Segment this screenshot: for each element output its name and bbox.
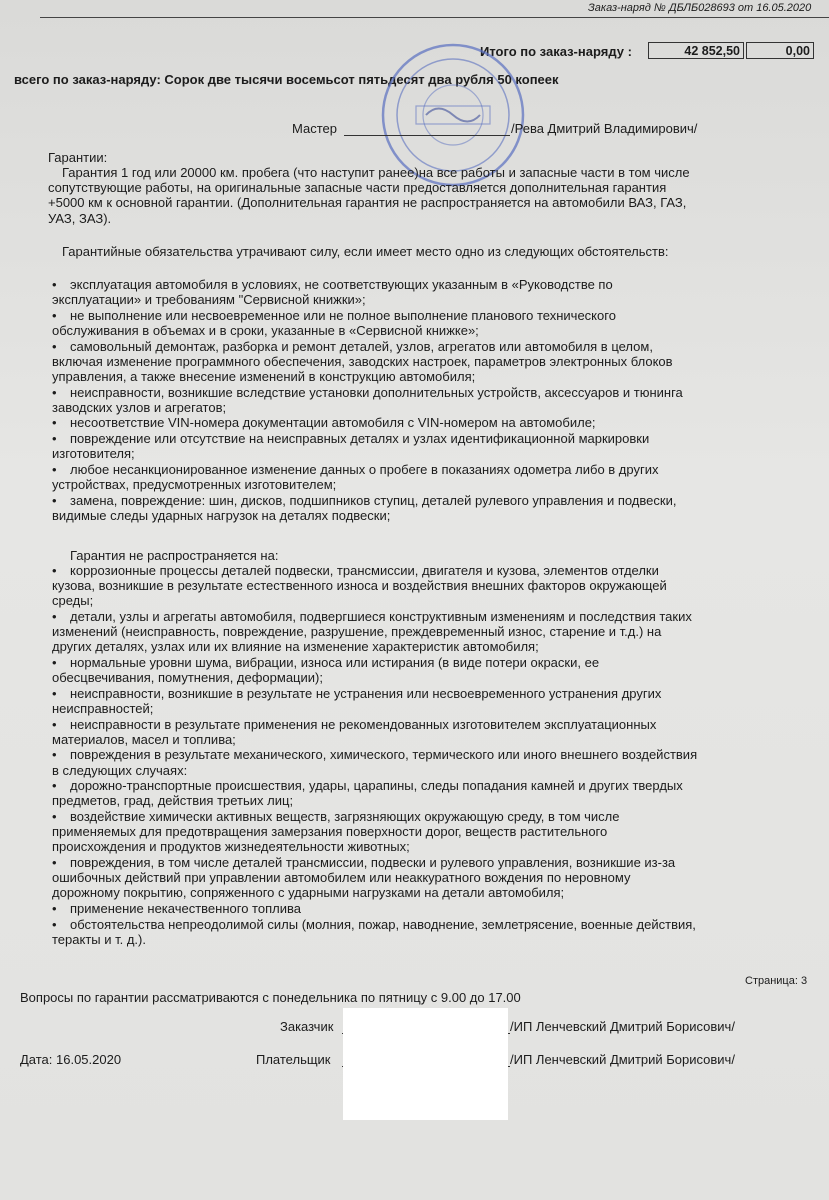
list-item [52,917,732,947]
list-item [52,385,732,415]
list-item-line: эксплуатация автомобиля в условиях, не соответствующих указанным в «Руководстве по [70,277,613,292]
list-item-line: дорожному покрытию, сопряженного с ударными нагрузками на детали автомобиля; [52,885,565,901]
list-item-line: происхождения и продуктов жизнедеятельности животных; [52,839,410,855]
intro-line: Гарантия 1 год или 20000 км. пробега (что наступит ранее)на все работы и запасные части в том числе [62,165,690,180]
list-item-line: неисправности в результате применения не рекомендованных изготовителем эксплуатационных [70,716,657,732]
bullet-icon: • [52,655,57,670]
list-item-line: повреждение или отсутствие на неисправных деталях и узлах идентификационной маркировки [70,431,650,446]
bullet-icon: • [52,609,57,624]
bullet-icon: • [52,492,57,508]
bullet-icon: • [52,431,57,446]
intro-line: +5000 км к основной гарантии. (Дополнительная гарантия не распространяется на автомобили ВАЗ, ГАЗ, [48,195,687,211]
intro-line: сопутствующие работы, на оригинальные запасные части предоставляется дополнительная гарантия [48,180,667,196]
list-item-line: повреждения в результате механического, химического, термического или иного внешнего воздействия [70,747,698,763]
list-item [52,855,732,901]
bullet-icon: • [52,461,57,477]
list-item-line: кузова, возникшие в результате естественного износа и воздействия внешних факторов окружающей [52,578,667,594]
list-item-line: видимые следы ударных нагрузок на деталях подвески; [52,507,391,523]
list-item-line: повреждения, в том числе деталей трансмиссии, подвески и рулевого управления, возникшие из-за [70,855,676,870]
document-date: Дата: 16.05.2020 [20,1052,122,1067]
intro-line: УАЗ, ЗАЗ). [48,210,112,226]
bullet-icon: • [52,685,57,701]
bullet-icon: • [52,916,57,932]
list-item-line: других деталях, узлах или их влияние на изменение характеристик автомобиля; [52,639,539,655]
list-item [52,563,732,609]
page-number: Страница: 3 [745,975,808,987]
list-item-line: изменений (неисправность, повреждение, разрушение, преждевременный износ, старение и т.д.) на [52,624,662,640]
list-item-line: устройствах, предусмотренных изготовителем; [52,477,337,492]
bullet-icon: • [52,809,57,824]
list-item-line: управления, а также внесение изменений в конструкцию автомобиля; [52,369,476,384]
warranty-intro [48,165,748,226]
total-extra: 0,00 [746,42,814,59]
list-item-line: эксплуатации» и требованиям "Сервисной книжки»; [52,292,366,308]
warranty-heading: Гарантии: [48,150,108,165]
list-item-line: среды; [52,593,94,609]
bullet-icon: • [52,338,57,354]
list-item-line: неисправности, возникшие вследствие установки дополнительных устройств, аксессуаров и тюнинга [70,384,683,400]
list-item [52,747,732,777]
list-item-line: дорожно-транспортные происшествия, удары, царапины, следы попадания камней и других твердых [70,778,683,794]
list-item [52,609,732,655]
list-item-line: замена, повреждение: шин, дисков, подшипников ступиц, деталей рулевого управления и подвески, [70,492,677,508]
list-item-line: предметов, град, действия третьих лиц; [52,793,294,809]
list-item-line: несоответствие VIN-номера документации автомобиля с VIN-номером на автомобиле; [70,415,596,431]
list-item-line: обстоятельства непреодолимой силы (молния, пожар, наводнение, землетрясение, военные действия, [70,916,696,932]
master-label: Мастер [292,121,337,136]
list-item-line: воздействие химически активных веществ, загрязняющих окружающую среду, в том числе [70,809,620,824]
list-item-line: обслуживания в объемах и в сроки, указанные в «Сервисной книжке»; [52,323,479,338]
list-item-line: изготовителя; [52,446,135,462]
list-item-line: ошибочных действий при управлении автомобилем или неаккуратного вождения по неровному [52,870,631,886]
bullet-icon: • [52,855,57,870]
bullet-icon: • [52,778,57,794]
list-item-line: заводских узлов и агрегатов; [52,399,227,415]
amount-in-words: всего по заказ-наряду: Сорок две тысячи восемьсот пятьдесят два рубля 50 копеек [14,72,559,87]
list-item-line: нормальные уровни шума, вибрации, износа или истирания (в виде потери окраски, ее [70,655,600,670]
bullet-icon: • [52,747,57,763]
list-item-line: самовольный демонтаж, разборка и ремонт деталей, узлов, агрегатов или автомобиля в целом, [70,338,653,354]
list-item [52,901,732,916]
list-item-line: включая изменение программного обеспечения, заводских настроек, параметров электронных блоков [52,353,673,369]
redaction-box [343,1008,508,1120]
list-item [52,462,732,492]
total-amount: 42 852,50 [648,42,744,59]
list-item-line: детали, узлы и агрегаты автомобиля, подвергшиеся конструктивным изменениям и последствия таких [70,609,692,624]
list-item [52,308,732,338]
bullet-icon: • [52,415,57,431]
list-item-line: неисправностей; [52,701,154,716]
payer-name: /ИП Ленчевский Дмитрий Борисович/ [510,1052,735,1067]
void-heading: Гарантийные обязательства утрачивают силу, если имеет место одно из следующих обстоятельств: [62,244,669,259]
list-item-line: обесцвечивания, помутнения, деформации); [52,670,323,686]
list-item-line: неисправности, возникшие в результате не устранения или несвоевременного устранения других [70,685,662,701]
exclusions-heading: Гарантия не распространяется на: [70,548,279,563]
warranty-questions-note: Вопросы по гарантии рассматриваются с понедельника по пятницу с 9.00 до 17.00 [20,990,521,1005]
bullet-icon: • [52,716,57,732]
bullet-icon: • [52,277,57,292]
bullet-icon: • [52,307,57,323]
bullet-icon: • [52,901,57,916]
list-item-line: любое несанкционированное изменение данных о пробеге в показаниях одометра либо в других [70,461,659,477]
payer-label: Плательщик [256,1052,331,1067]
master-name: /Рева Дмитрий Владимирович/ [511,121,698,136]
list-item-line: материалов, масел и топлива; [52,731,236,747]
header-rule [40,17,829,18]
list-item-line: применение некачественного топлива [70,901,301,916]
bullet-icon: • [52,563,57,578]
list-item [52,655,732,685]
list-item [52,717,732,747]
master-signature-line [344,121,510,136]
list-item-line: коррозионные процессы деталей подвески, трансмиссии, двигателя и кузова, элементов отделки [70,563,659,578]
list-item [52,809,732,855]
customer-label: Заказчик [280,1019,334,1034]
list-item-line: в следующих случаях: [52,762,188,778]
list-item [52,493,732,523]
list-item-line: теракты и т. д.). [52,931,146,947]
total-label: Итого по заказ-наряду : [480,44,632,59]
list-item-line: применяемых для предотвращения замерзания поверхности дорог, веществ растительного [52,824,608,840]
list-item [52,415,732,430]
list-item [52,277,732,307]
bullet-icon: • [52,384,57,400]
list-item-line: не выполнение или несвоевременное или не полное выполнение планового технического [70,307,616,323]
list-item [52,431,732,461]
customer-name: /ИП Ленчевский Дмитрий Борисович/ [510,1019,735,1034]
list-item [52,686,732,716]
list-item [52,778,732,808]
list-item [52,339,732,385]
order-reference: Заказ-наряд № ДБЛБ028693 от 16.05.2020 [588,2,812,14]
